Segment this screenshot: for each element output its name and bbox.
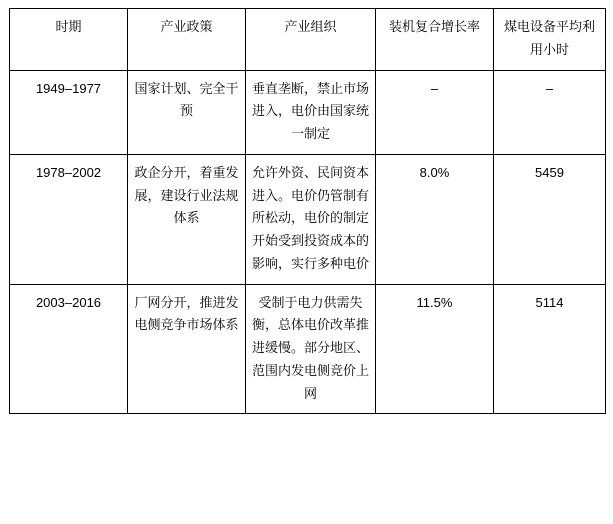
table-header-row: [10, 9, 606, 71]
table-row: [10, 154, 606, 284]
cell-coal-utilization-hours: –: [494, 70, 606, 154]
cell-coal-utilization-hours: 5459: [494, 154, 606, 284]
cell-organization: 垂直垄断，禁止市场进入，电价由国家统一制定: [246, 70, 376, 154]
cell-organization: 允许外资、民间资本进入。电价仍管制有所松动，电价的制定开始受到投资成本的影响，实行多种电价: [246, 154, 376, 284]
table-body: [10, 70, 606, 414]
table-row: [10, 70, 606, 154]
cell-organization: 受制于电力供需失衡，总体电价改革推进缓慢。部分地区、范围内发电侧竞价上网: [246, 284, 376, 414]
table-row: [10, 284, 606, 414]
cell-capacity-cagr: 8.0%: [376, 154, 494, 284]
column-header-industrial-policy: 产业政策: [128, 9, 246, 71]
column-header-capacity-cagr: 装机复合增长率: [376, 9, 494, 71]
column-header-industrial-organization: 产业组织: [246, 9, 376, 71]
cell-capacity-cagr: –: [376, 70, 494, 154]
cell-period: 2003–2016: [10, 284, 128, 414]
cell-policy: 政企分开，着重发展，建设行业法规体系: [128, 154, 246, 284]
cell-capacity-cagr: 11.5%: [376, 284, 494, 414]
cell-policy: 厂网分开，推进发电侧竞争市场体系: [128, 284, 246, 414]
table-header: [10, 9, 606, 71]
column-header-period: 时期: [10, 9, 128, 71]
cell-coal-utilization-hours: 5114: [494, 284, 606, 414]
cell-period: 1978–2002: [10, 154, 128, 284]
policy-table: [9, 8, 606, 414]
cell-period: 1949–1977: [10, 70, 128, 154]
cell-policy: 国家计划、完全干预: [128, 70, 246, 154]
column-header-coal-utilization-hours: 煤电设备平均利用小时: [494, 9, 606, 71]
